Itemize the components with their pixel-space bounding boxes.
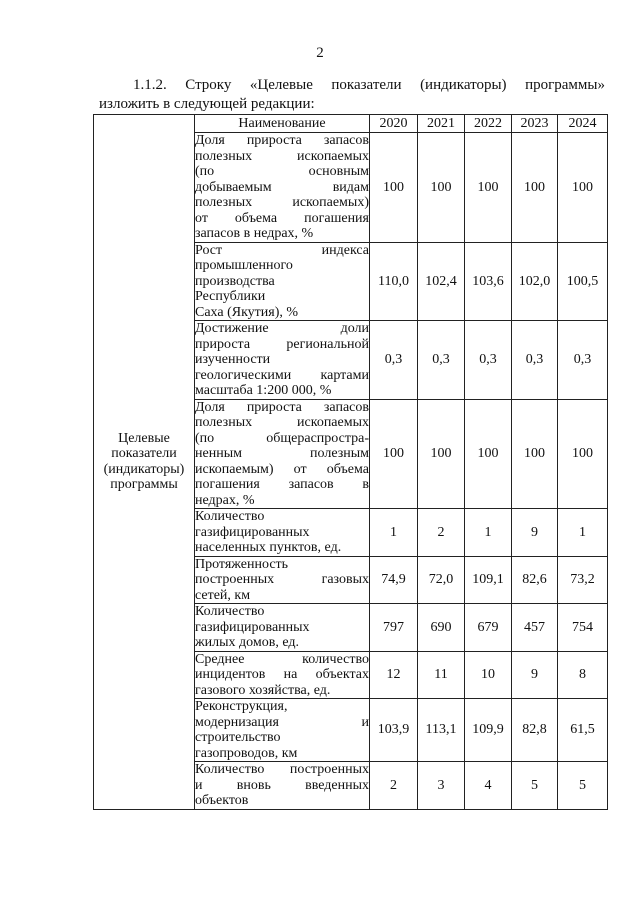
indicator-name-line: газифицированных (195, 619, 310, 635)
word: региональной (286, 336, 369, 352)
word: запасов (323, 399, 369, 415)
indicator-name-line (195, 762, 369, 778)
indicator-value: 100 (370, 399, 418, 509)
intro-word: (индикаторы) (420, 77, 507, 93)
word: объектах (315, 667, 369, 682)
indicator-name-line (195, 180, 369, 196)
word: прироста (246, 399, 302, 415)
indicator-value: 0,3 (370, 321, 418, 400)
indicator-value: 5 (512, 762, 558, 810)
indicator-value: 0,3 (558, 321, 608, 400)
indicator-value: 100 (418, 133, 465, 243)
word: общераспростра- (266, 430, 369, 446)
word: погашения (304, 210, 369, 226)
word: инцидентов (195, 667, 266, 682)
indicator-value: 797 (370, 604, 418, 652)
indicator-value: 109,1 (465, 556, 512, 604)
indicator-value: 103,6 (465, 242, 512, 321)
page-number: 2 (316, 45, 324, 61)
indicator-name (195, 651, 370, 699)
indicator-name-line: производства (195, 273, 275, 289)
indicator-name-line (195, 133, 369, 149)
word: в (362, 477, 369, 492)
indicator-value: 2 (418, 509, 465, 557)
word: ископаемых) (292, 195, 369, 210)
indicator-value: 11 (418, 651, 465, 699)
indicator-name-line (195, 164, 369, 180)
indicator-name-line: газопроводов, км (195, 745, 298, 761)
indicator-name-line (195, 652, 369, 668)
indicator-name-line (195, 778, 369, 794)
indicator-value: 100 (465, 399, 512, 509)
indicator-name-line: объектов (195, 793, 249, 808)
word: полезных (195, 415, 253, 430)
word: построенных (289, 762, 369, 777)
indicator-value: 102,0 (512, 242, 558, 321)
row-label-line: Целевые (118, 430, 170, 446)
indicator-name (195, 699, 370, 762)
indicator-value: 102,4 (418, 242, 465, 321)
intro-line-1 (99, 76, 605, 95)
indicator-name-line: Саха (Якутия), % (195, 304, 299, 320)
word: запасов (288, 477, 334, 492)
indicator-name-line (195, 431, 369, 447)
indicator-name-line: газифицированных (195, 524, 310, 540)
word: картами (320, 367, 369, 383)
word: Доля (195, 399, 225, 415)
intro-word: 1.1.2. (133, 77, 167, 93)
indicator-name-line (195, 211, 369, 227)
indicator-name-line (195, 446, 369, 462)
header-year: 2024 (558, 115, 608, 133)
indicator-name-line: Количество (195, 604, 265, 619)
indicator-name-line: строительство (195, 730, 281, 745)
indicator-name-line (195, 243, 369, 259)
indicator-value: 1 (465, 509, 512, 557)
header-year: 2021 (418, 115, 465, 133)
row-label-line: программы (110, 477, 178, 493)
indicator-name (195, 133, 370, 243)
indicator-name-line: изученности (195, 352, 271, 367)
word: индекса (321, 242, 369, 258)
indicator-value: 10 (465, 651, 512, 699)
indicator-name-line (195, 667, 369, 683)
indicator-value: 72,0 (418, 556, 465, 604)
word: на (283, 667, 298, 682)
indicator-value: 8 (558, 651, 608, 699)
indicator-value: 0,3 (418, 321, 465, 400)
word: от (195, 210, 208, 226)
indicator-value: 1 (558, 509, 608, 557)
indicator-name-line (195, 415, 369, 431)
table-header-row (94, 115, 608, 133)
indicator-value: 12 (370, 651, 418, 699)
word: прироста (246, 133, 302, 148)
indicator-name-line: сетей, км (195, 587, 251, 603)
indicator-name-line: Количество (195, 509, 265, 524)
intro-paragraph (99, 76, 605, 114)
indicator-value: 100 (558, 133, 608, 243)
indicator-value: 103,9 (370, 699, 418, 762)
row-label-line: показатели (111, 446, 177, 462)
row-label-cell (94, 115, 195, 810)
word: запасов (323, 133, 369, 148)
indicator-name-line (195, 462, 369, 478)
word: вновь (236, 777, 271, 793)
word: доли (340, 321, 369, 336)
word: геологическими (195, 367, 292, 383)
word: модернизация (195, 714, 279, 730)
indicator-value: 100 (512, 399, 558, 509)
word: количество (302, 651, 369, 667)
indicator-value: 5 (558, 762, 608, 810)
indicator-name-line (195, 572, 369, 588)
word: введенных (305, 777, 369, 793)
header-year: 2022 (465, 115, 512, 133)
indicator-value: 0,3 (512, 321, 558, 400)
word: Рост (195, 242, 223, 258)
indicator-name-line: недрах, % (195, 492, 255, 508)
indicator-name-line (195, 195, 369, 211)
word: и (195, 777, 203, 793)
indicator-value: 457 (512, 604, 558, 652)
word: ненным (195, 446, 242, 461)
indicator-name (195, 604, 370, 652)
indicator-name-line: запасов в недрах, % (195, 226, 314, 241)
indicator-name-line: жилых домов, ед. (195, 635, 300, 650)
word: ископаемым) (195, 461, 274, 477)
indicator-name-line (195, 715, 369, 731)
indicator-value: 1 (370, 509, 418, 557)
indicator-value: 109,9 (465, 699, 512, 762)
indicator-value: 100 (465, 133, 512, 243)
indicator-value: 4 (465, 762, 512, 810)
indicator-name (195, 321, 370, 400)
indicator-name-line (195, 321, 369, 337)
indicator-value: 3 (418, 762, 465, 810)
word: основным (308, 164, 369, 179)
header-name: Наименование (195, 115, 370, 133)
indicator-name (195, 509, 370, 557)
indicator-value: 0,3 (465, 321, 512, 400)
indicator-value: 690 (418, 604, 465, 652)
indicator-value: 74,9 (370, 556, 418, 604)
indicator-name-line (195, 337, 369, 353)
indicator-name (195, 242, 370, 321)
intro-word: Строку (185, 77, 232, 93)
word: объема (326, 461, 369, 477)
indicator-name-line: населенных пунктов, ед. (195, 540, 342, 555)
word: видам (332, 179, 369, 195)
indicator-value: 2 (370, 762, 418, 810)
indicator-name-line (195, 400, 369, 416)
word: прироста (195, 336, 251, 352)
indicator-name-line: Реконструкция, (195, 699, 288, 714)
intro-word: показатели (331, 77, 402, 93)
indicator-name-line (195, 477, 369, 493)
indicator-value: 100,5 (558, 242, 608, 321)
indicator-value: 9 (512, 509, 558, 557)
word: газовых (321, 572, 369, 587)
indicator-value: 9 (512, 651, 558, 699)
indicators-table (93, 114, 608, 810)
indicator-value: 82,8 (512, 699, 558, 762)
indicator-value: 113,1 (418, 699, 465, 762)
word: ископаемых (297, 148, 369, 164)
word: ископаемых (297, 415, 369, 430)
word: объема (234, 210, 278, 226)
word: полезным (310, 446, 369, 461)
indicator-name-line: промышленного (195, 258, 293, 273)
word: Среднее (195, 651, 245, 667)
indicator-value: 100 (558, 399, 608, 509)
word: полезных (195, 148, 253, 164)
word: полезных (195, 195, 253, 210)
intro-word: программы» (525, 77, 605, 93)
word: Количество (195, 762, 265, 777)
indicator-name-line: газового хозяйства, ед. (195, 682, 331, 698)
indicator-name (195, 762, 370, 810)
indicator-name (195, 556, 370, 604)
indicator-value: 82,6 (512, 556, 558, 604)
indicator-value: 73,2 (558, 556, 608, 604)
indicator-value: 100 (512, 133, 558, 243)
word: Доля (195, 133, 225, 148)
word: Достижение (195, 321, 269, 336)
word: добываемым (195, 179, 272, 195)
indicator-value: 110,0 (370, 242, 418, 321)
header-year: 2020 (370, 115, 418, 133)
intro-word: «Целевые (249, 77, 313, 93)
header-year: 2023 (512, 115, 558, 133)
indicator-value: 754 (558, 604, 608, 652)
indicator-value: 100 (370, 133, 418, 243)
word: от (293, 461, 307, 477)
word: построенных (195, 572, 275, 587)
indicator-value: 679 (465, 604, 512, 652)
indicator-name-line: Республики (195, 289, 266, 304)
word: погашения (195, 477, 260, 492)
word: (по (195, 164, 215, 179)
indicator-name-line (195, 149, 369, 165)
word: и (361, 714, 369, 730)
indicator-value: 100 (418, 399, 465, 509)
indicator-name (195, 399, 370, 509)
word: (по (195, 430, 215, 446)
intro-line-2: изложить в следующей редакции: (99, 96, 315, 112)
row-label-line: (индикаторы) (103, 461, 185, 477)
indicator-name-line (195, 368, 369, 384)
indicator-name-line: Протяженность (195, 556, 289, 572)
indicator-value: 61,5 (558, 699, 608, 762)
indicator-name-line: масштаба 1:200 000, % (195, 383, 332, 398)
